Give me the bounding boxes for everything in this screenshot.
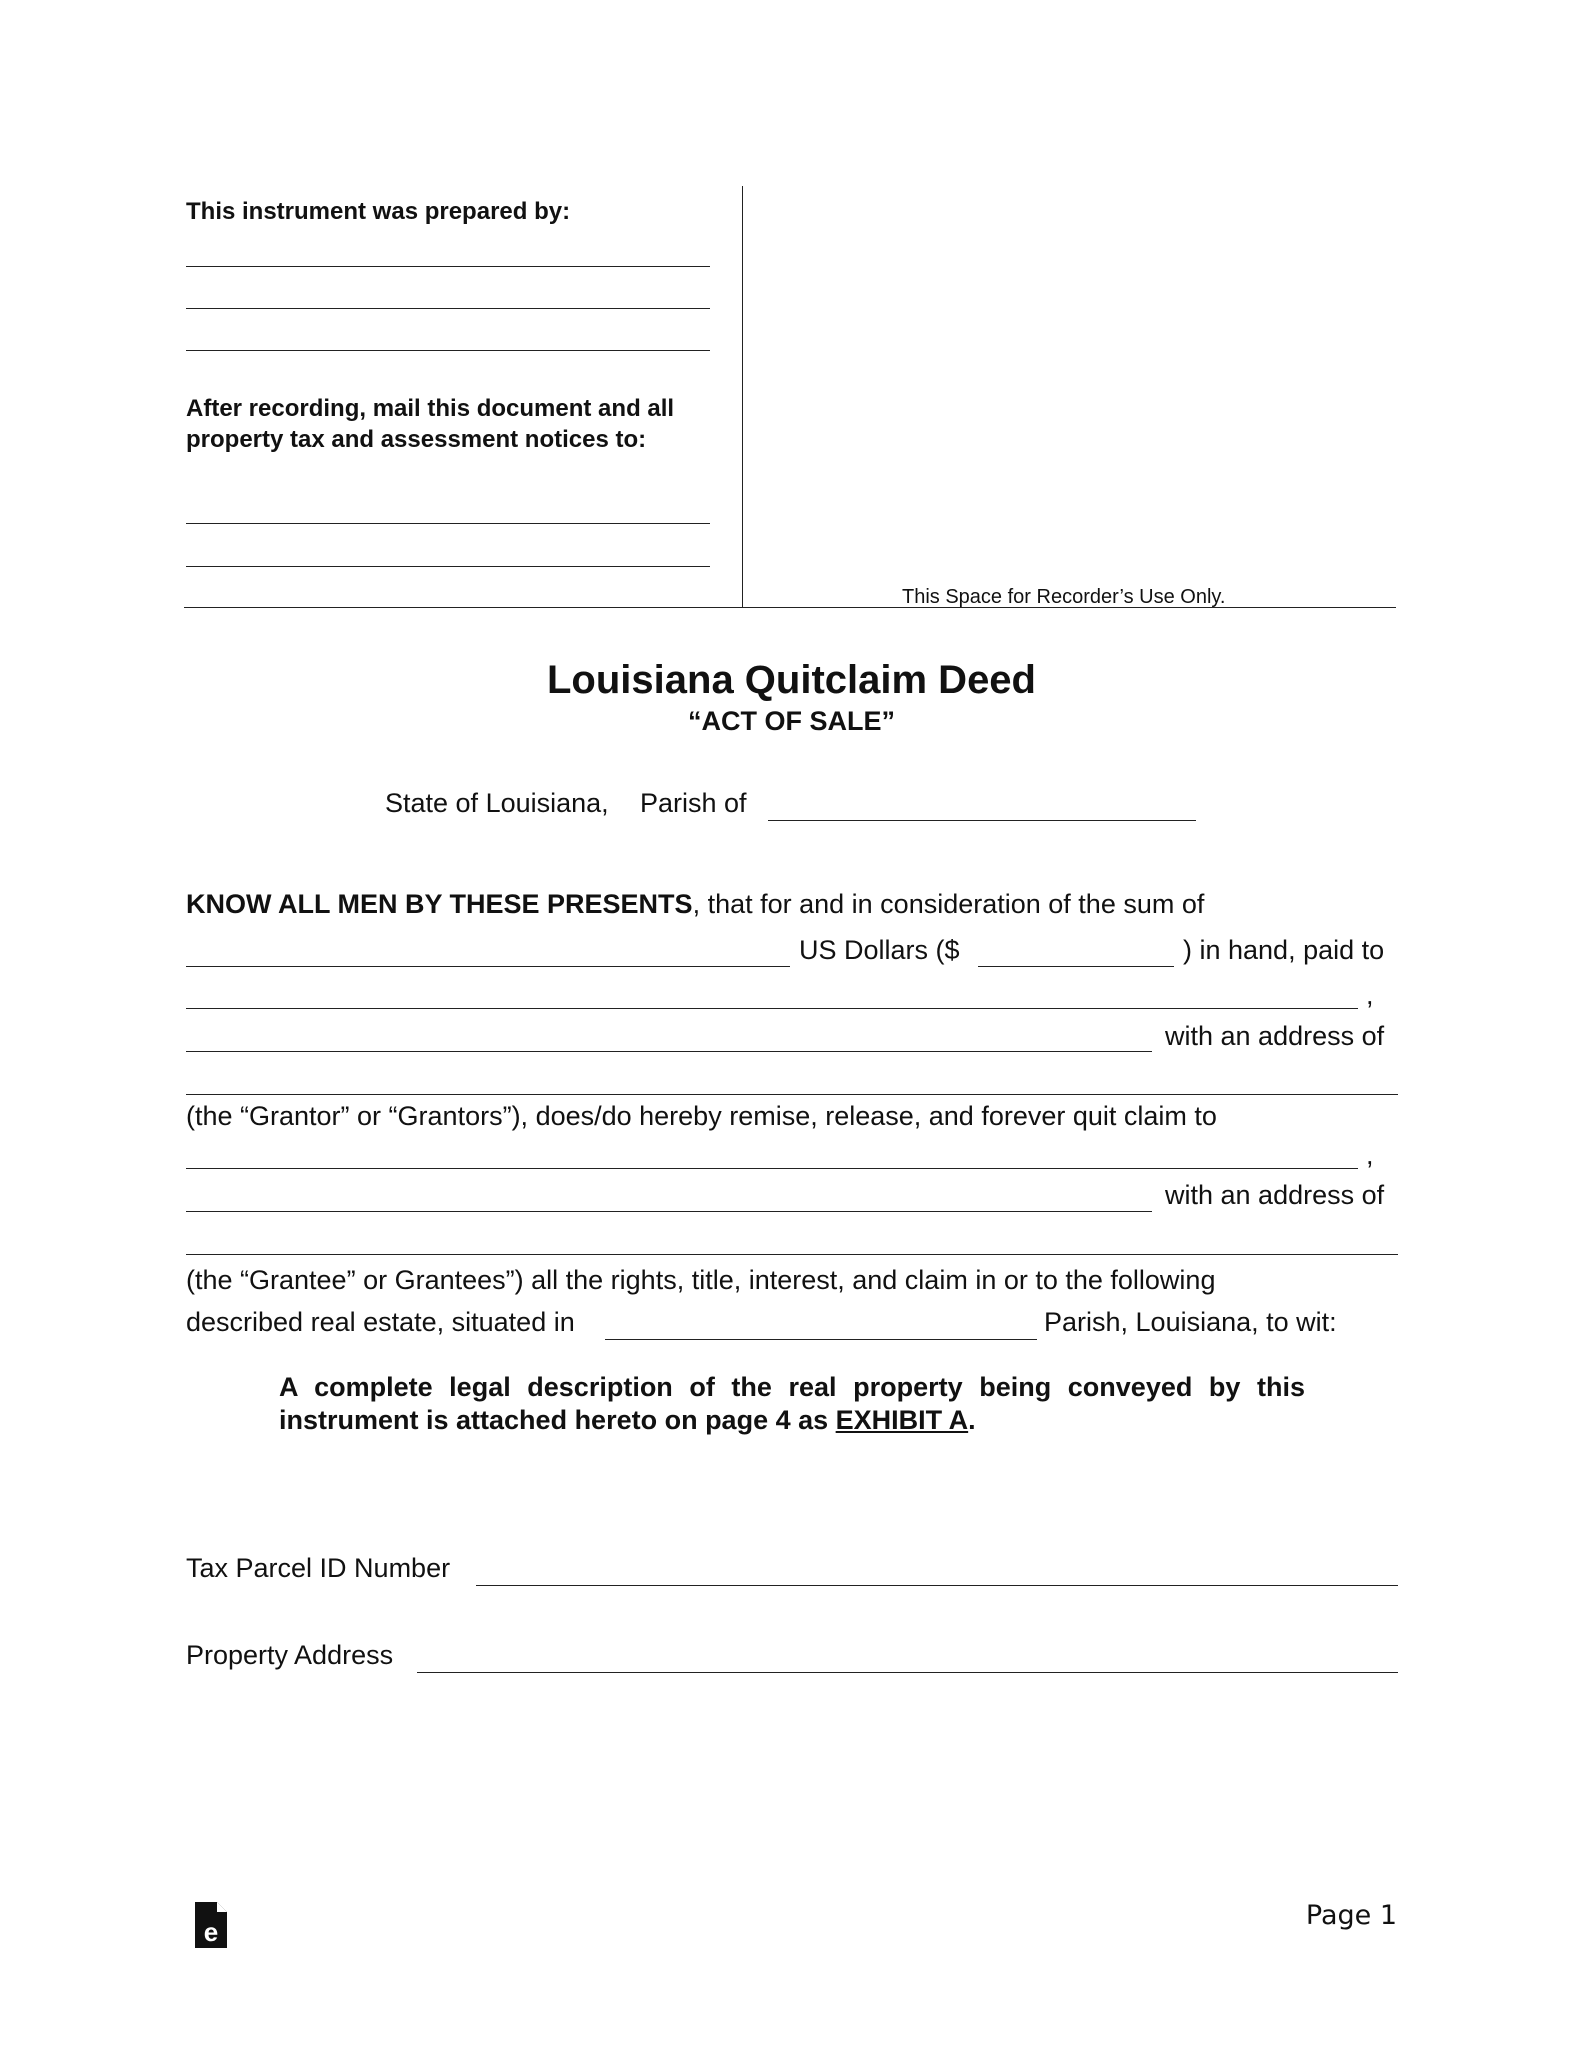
parish-label: Parish of xyxy=(640,788,747,818)
tax-parcel-label: Tax Parcel ID Number xyxy=(186,1553,451,1583)
us-dollars-label: US Dollars ($ xyxy=(799,935,960,965)
mail-to-label: After recording, mail this document and all property tax and assessment notices to: xyxy=(186,395,675,453)
mail-to-line-2[interactable] xyxy=(186,566,710,567)
prepared-by-line-1[interactable] xyxy=(186,266,710,267)
property-address-field[interactable] xyxy=(417,1672,1398,1673)
tax-parcel-field[interactable] xyxy=(476,1585,1398,1586)
grantee-name-field[interactable] xyxy=(186,1168,1358,1169)
page-subtitle: “ACT OF SALE” xyxy=(688,706,895,736)
grantor-address-field-2[interactable] xyxy=(186,1094,1398,1095)
grantor-clause: (the “Grantor” or “Grantors”), does/do hereby remise, release, and forever quit claim to xyxy=(186,1101,1217,1131)
grantor-address-field[interactable] xyxy=(186,1051,1152,1052)
property-address-label: Property Address xyxy=(186,1640,394,1670)
comma-1: , xyxy=(1366,980,1374,1010)
know-all-men-text: KNOW ALL MEN BY THESE PRESENTS xyxy=(186,889,693,919)
grantee-clause: (the “Grantee” or Grantees”) all the rights, title, interest, and claim in or to the following xyxy=(186,1265,1216,1295)
comma-2: , xyxy=(1366,1140,1374,1170)
mail-to-line-1[interactable] xyxy=(186,523,710,524)
consideration-text: , that for and in consideration of the sum of xyxy=(692,889,1205,919)
page-title: Louisiana Quitclaim Deed xyxy=(546,658,1036,702)
prepared-by-label: This instrument was prepared by: xyxy=(186,198,571,225)
in-hand-paid-label: ) in hand, paid to xyxy=(1183,935,1385,965)
legal-description-text: A complete legal description of the real property being conveyed by this instrument is attached hereto on page 4 as xyxy=(279,1372,1305,1435)
legal-description-end: . xyxy=(968,1405,976,1435)
prepared-by-line-3[interactable] xyxy=(186,350,710,351)
recorder-use-note: This Space for Recorder’s Use Only. xyxy=(902,586,1226,608)
parish-louisiana-label: Parish, Louisiana, to wit: xyxy=(1044,1307,1337,1337)
prepared-by-line-2[interactable] xyxy=(186,308,710,309)
parish-field[interactable] xyxy=(768,820,1196,821)
dollars-words-field[interactable] xyxy=(186,966,790,967)
grantee-address-field-2[interactable] xyxy=(186,1254,1398,1255)
state-label: State of Louisiana, xyxy=(385,788,609,818)
header-divider xyxy=(742,186,743,608)
consideration-sentence xyxy=(186,889,1204,920)
page-number: Page 1 xyxy=(1305,1900,1397,1931)
real-estate-parish-field[interactable] xyxy=(605,1339,1037,1340)
exhibit-a-reference: EXHIBIT A xyxy=(835,1405,969,1435)
with-address-label-2: with an address of xyxy=(1165,1180,1385,1210)
grantor-name-field[interactable] xyxy=(186,1008,1358,1009)
grantee-address-field[interactable] xyxy=(186,1211,1152,1212)
described-real-estate-label: described real estate, situated in xyxy=(186,1307,575,1337)
legal-description-note xyxy=(279,1371,1305,1437)
dollars-amount-field[interactable] xyxy=(978,966,1174,967)
svg-text:e: e xyxy=(203,1917,219,1947)
with-address-label-1: with an address of xyxy=(1165,1021,1385,1051)
eforms-logo-icon xyxy=(193,1900,229,1950)
